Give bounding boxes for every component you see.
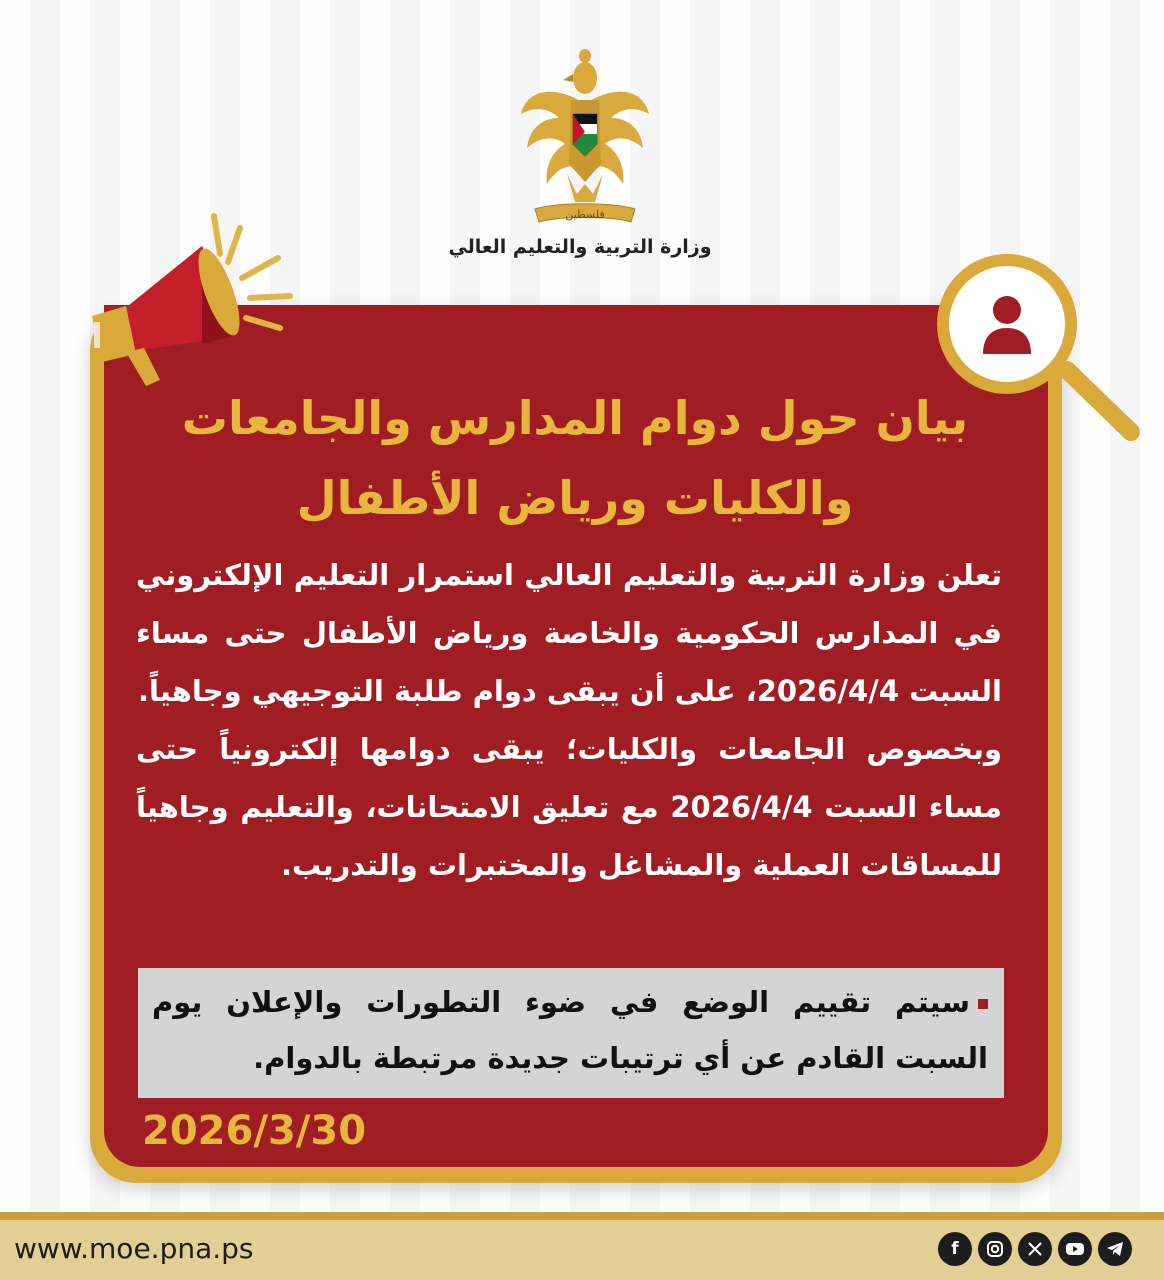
footer-divider [0, 1212, 1164, 1220]
paragraph-schools: تعلن وزارة التربية والتعليم العالي استمرار التعليم الإلكتروني في المدارس الحكومية والخاصة ورياض الأطفال حتى مساء السبت 2026/4/4، على أن يبقى دوام طلبة التوجيهي وجاهياً. [136, 558, 1002, 708]
x-icon[interactable] [1018, 1232, 1052, 1266]
announcement-date: 2026/3/30 [142, 1108, 367, 1154]
facebook-icon[interactable]: f [938, 1232, 972, 1266]
announcement-body [136, 546, 1002, 894]
title-line-2: والكليات ورياض الأطفال [296, 471, 854, 525]
emblem-caption: فلسطين [565, 208, 605, 221]
instagram-icon[interactable] [978, 1232, 1012, 1266]
social-icons [938, 1232, 1132, 1268]
note-text: سيتم تقييم الوضع في ضوء التطورات والإعلان يوم السبت القادم عن أي ترتيبات جديدة مرتبطة بالدوام. [152, 985, 988, 1075]
telegram-icon[interactable] [1098, 1232, 1132, 1266]
website-link[interactable]: www.moe.pna.ps [14, 1232, 254, 1265]
youtube-icon[interactable] [1058, 1232, 1092, 1266]
megaphone-icon [82, 206, 312, 396]
paragraph-universities: وبخصوص الجامعات والكليات؛ يبقى دوامها إلكترونياً حتى مساء السبت 2026/4/4 مع تعليق الامتحانات، والتعليم وجاهياً للمساقات العملية والمشاغل والمختبرات والتدريب. [136, 732, 1002, 882]
note-box [138, 968, 1004, 1098]
ministry-name: وزارة التربية والتعليم العالي [448, 236, 712, 258]
title-line-1: بيان حول دوام المدارس والجامعات [181, 391, 969, 445]
palestine-eagle-emblem [515, 44, 655, 234]
announcement-title [140, 378, 1010, 538]
bullet-icon [978, 999, 988, 1009]
